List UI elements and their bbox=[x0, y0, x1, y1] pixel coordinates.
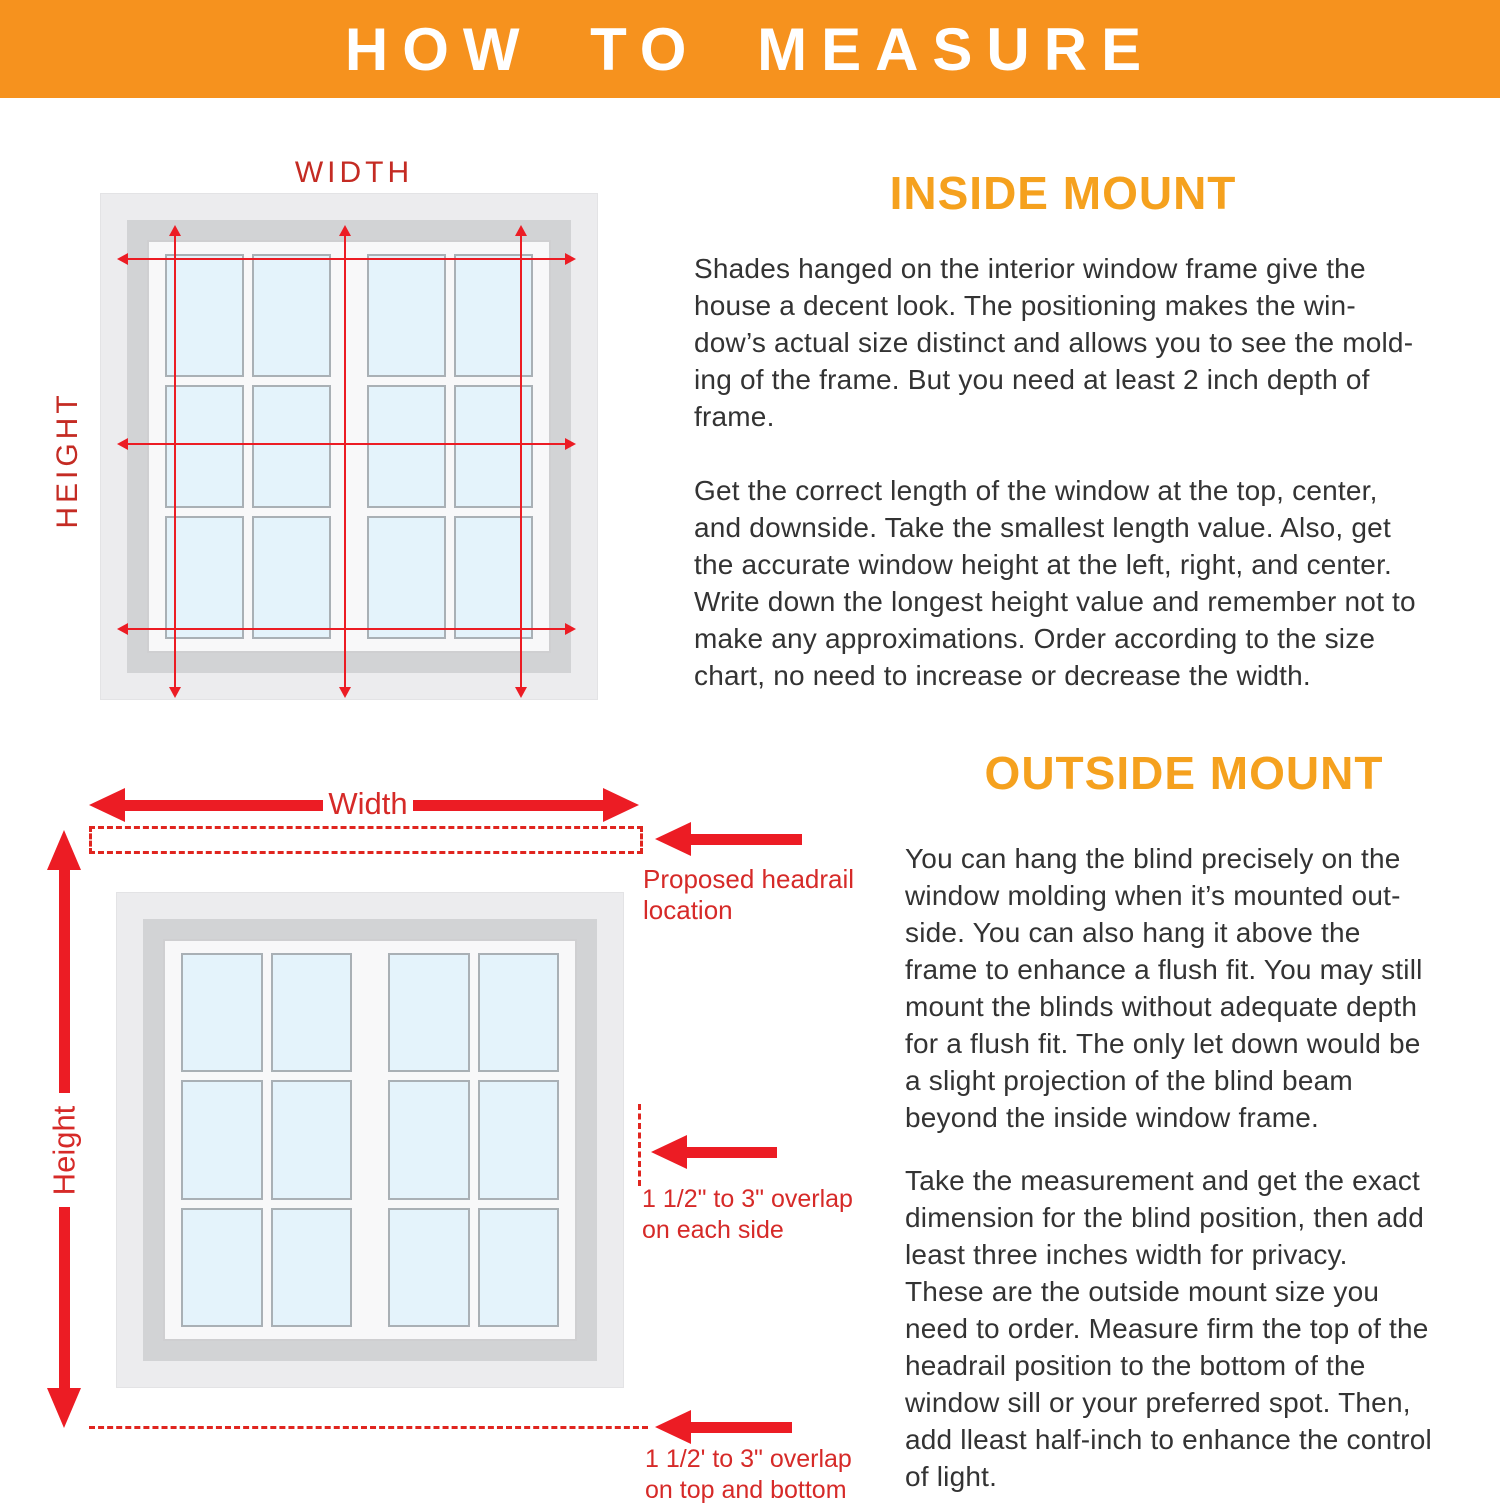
window-frame-inner bbox=[147, 240, 551, 653]
window-pane bbox=[478, 1080, 560, 1199]
text-line: beyond the inside window frame. bbox=[905, 1102, 1319, 1133]
text-line: chart, no need to increase or decrease the width. bbox=[694, 660, 1311, 691]
window-pane bbox=[367, 385, 446, 508]
outside-mount-paragraph-1 bbox=[905, 840, 1423, 1136]
text-line: dow’s actual size distinct and allows you to see the mold- bbox=[694, 327, 1414, 358]
text-line: Write down the longest height value and remember not to bbox=[694, 586, 1416, 617]
text-line: of light. bbox=[905, 1461, 998, 1492]
height-arrow-lower bbox=[59, 1207, 70, 1388]
text-line: You can hang the blind precisely on the bbox=[905, 843, 1401, 874]
text-line: location bbox=[643, 895, 733, 925]
window-sashes bbox=[165, 254, 533, 639]
window-pane bbox=[388, 1208, 470, 1327]
window-pane bbox=[367, 254, 446, 377]
window-pane bbox=[181, 1208, 263, 1327]
outside-mount-heading: OUTSIDE MOUNT bbox=[984, 747, 1384, 799]
outside-mount-diagram bbox=[40, 760, 870, 1504]
text-line: window sill or your preferred spot. Then, bbox=[905, 1387, 1411, 1418]
text-line: mount the blinds without adequate depth bbox=[905, 991, 1418, 1022]
text-line: Shades hanged on the interior window frame give the bbox=[694, 253, 1366, 284]
inside-mount-heading: INSIDE MOUNT bbox=[889, 167, 1237, 219]
side-overlap-pointer-arrow bbox=[687, 1147, 777, 1158]
outside-mount-section bbox=[905, 0, 1463, 1500]
window-frame-mid bbox=[143, 919, 597, 1361]
text-line: for a flush fit. The only let down would be bbox=[905, 1028, 1421, 1059]
text-line: and downside. Take the smallest length value. Also, get bbox=[694, 512, 1391, 543]
text-line: need to order. Measure firm the top of the bbox=[905, 1313, 1429, 1344]
window-frame-inner bbox=[163, 939, 577, 1341]
window-pane bbox=[165, 254, 244, 377]
text-line: 1 1/2' to 3" overlap bbox=[645, 1445, 852, 1473]
page-title: HOW TO MEASURE bbox=[344, 15, 1156, 83]
window-pane bbox=[271, 953, 353, 1072]
window-sash-right bbox=[367, 254, 533, 639]
height-measure-arrow-left bbox=[174, 235, 176, 688]
window-illustration-outside bbox=[116, 892, 624, 1388]
text-line: Get the correct length of the window at the top, center, bbox=[694, 475, 1378, 506]
window-sashes bbox=[181, 953, 559, 1327]
window-pane bbox=[478, 953, 560, 1072]
window-pane bbox=[165, 516, 244, 639]
text-line: frame to enhance a flush fit. You may still bbox=[905, 954, 1423, 985]
text-line: dimension for the blind position, then add bbox=[905, 1202, 1424, 1233]
window-sash-left bbox=[165, 254, 331, 639]
bottom-overlap-dashed-line bbox=[89, 1426, 648, 1429]
headrail-pointer-arrow bbox=[691, 834, 802, 845]
window-pane bbox=[252, 385, 331, 508]
text-line: make any approximations. Order according to the size bbox=[694, 623, 1376, 654]
width-arrow-right bbox=[413, 800, 603, 811]
text-line: least three inches width for privacy. bbox=[905, 1239, 1348, 1270]
window-pane bbox=[252, 254, 331, 377]
window-sash-left bbox=[181, 953, 352, 1327]
outside-width-label: Width bbox=[328, 786, 408, 821]
window-pane bbox=[388, 1080, 470, 1199]
text-line: 1 1/2" to 3" overlap bbox=[642, 1185, 853, 1213]
window-pane bbox=[478, 1208, 560, 1327]
window-pane bbox=[388, 953, 470, 1072]
window-pane bbox=[181, 1080, 263, 1199]
window-pane bbox=[271, 1080, 353, 1199]
text-line: ing of the frame. But you need at least 2 inch depth of bbox=[694, 364, 1370, 395]
text-line: These are the outside mount size you bbox=[905, 1276, 1380, 1307]
text-line: Take the measurement and get the exact bbox=[905, 1165, 1421, 1196]
text-line: window molding when it’s mounted out- bbox=[905, 880, 1401, 911]
window-frame-mid bbox=[127, 220, 571, 673]
side-overlap-label bbox=[642, 1184, 853, 1246]
width-arrow-left bbox=[125, 800, 323, 811]
text-line: headrail position to the bottom of the bbox=[905, 1350, 1366, 1381]
window-pane bbox=[181, 953, 263, 1072]
headrail-dashed-box bbox=[89, 826, 643, 854]
text-line: frame. bbox=[694, 401, 775, 432]
inside-height-label: HEIGHT bbox=[51, 391, 84, 529]
height-measure-arrow-right bbox=[520, 235, 522, 688]
window-sash-right bbox=[388, 953, 559, 1327]
width-measure-arrow-bottom bbox=[127, 628, 566, 630]
bottom-overlap-pointer-arrow bbox=[691, 1422, 792, 1433]
window-pane bbox=[367, 516, 446, 639]
height-measure-arrow-center bbox=[344, 235, 346, 688]
outside-mount-paragraph-2 bbox=[905, 1162, 1432, 1495]
outside-height-label: Height bbox=[46, 1105, 82, 1196]
text-line: a slight projection of the blind beam bbox=[905, 1065, 1353, 1096]
bottom-overlap-label bbox=[645, 1444, 852, 1506]
text-line: house a decent look. The positioning makes the win- bbox=[694, 290, 1356, 321]
window-pane bbox=[165, 385, 244, 508]
width-measure-arrow-top bbox=[127, 258, 566, 260]
width-measure-arrow-middle bbox=[127, 443, 566, 445]
inside-mount-diagram bbox=[40, 120, 680, 740]
window-pane bbox=[252, 516, 331, 639]
inside-width-label: WIDTH bbox=[294, 156, 414, 189]
text-line: add lleast half-inch to enhance the control bbox=[905, 1424, 1432, 1455]
headrail-location-label bbox=[643, 864, 854, 926]
text-line: Proposed headrail bbox=[643, 864, 855, 894]
window-pane bbox=[271, 1208, 353, 1327]
text-line: side. You can also hang it above the bbox=[905, 917, 1361, 948]
text-line: on top and bottom bbox=[645, 1476, 847, 1504]
text-line: the accurate window height at the left, right, and center. bbox=[694, 549, 1393, 580]
side-overlap-dashed-line bbox=[638, 1104, 641, 1186]
text-line: on each side bbox=[642, 1216, 784, 1244]
